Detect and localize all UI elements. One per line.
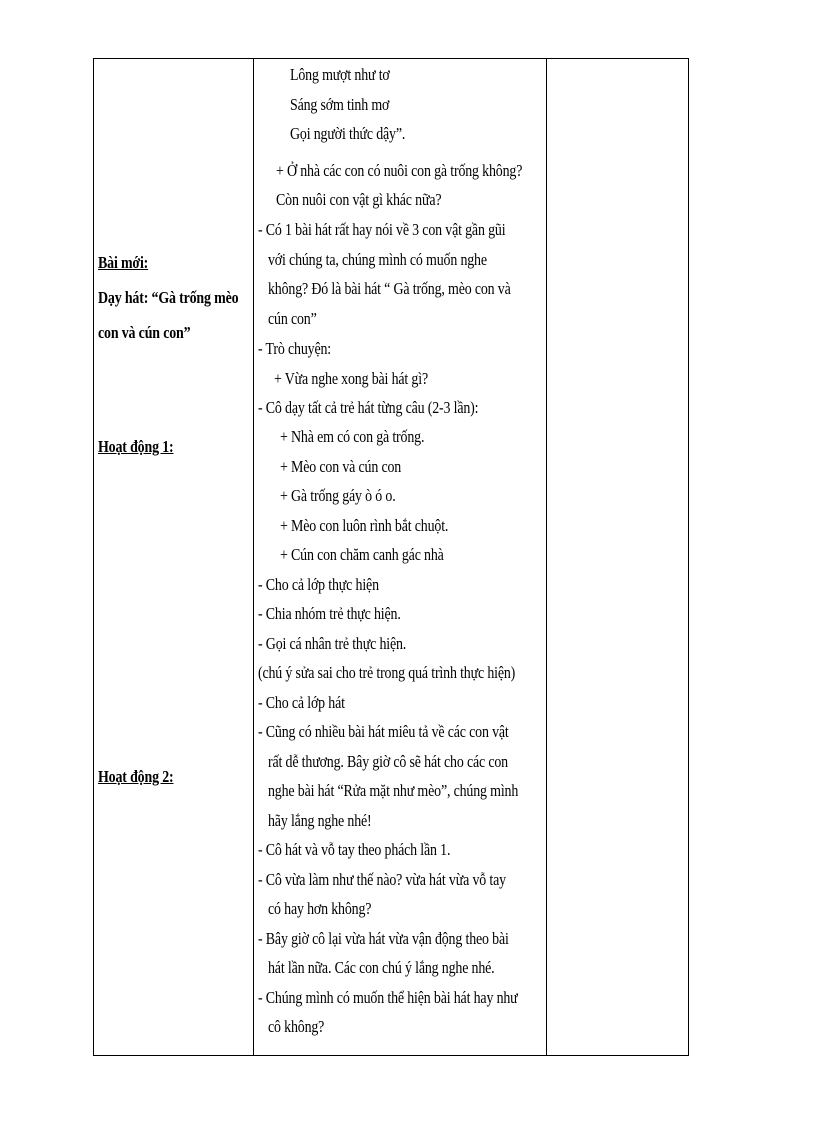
content-line: hãy lắng nghe nhé! xyxy=(268,811,372,830)
content-line: - Cô hát và vỗ tay theo phách lần 1. xyxy=(258,840,451,859)
content-line: - Chúng mình có muốn thể hiện bài hát hay như xyxy=(258,988,518,1007)
content-line: - Cô dạy tất cả trẻ hát từng câu (2-3 lần): xyxy=(258,398,479,417)
content-line: rất dễ thương. Bây giờ cô sẽ hát cho các con xyxy=(268,752,508,771)
content-line: - Cũng có nhiều bài hát miêu tả về các con vật xyxy=(258,722,509,741)
content-line: cô không? xyxy=(268,1017,325,1036)
content-line: - Bây giờ cô lại vừa hát vừa vận động theo bài xyxy=(258,929,509,948)
content-line: - Chia nhóm trẻ thực hiện. xyxy=(258,604,401,623)
content-line: + Ở nhà các con có nuôi con gà trống không? xyxy=(276,161,523,180)
content-line: - Có 1 bài hát rất hay nói về 3 con vật gần gũi xyxy=(258,220,506,239)
content-line: cún con” xyxy=(268,309,317,328)
activity2-heading: Hoạt động 2: xyxy=(98,767,174,786)
content-line: + Mèo con và cún con xyxy=(280,457,402,476)
content-line: nghe bài hát “Rửa mặt như mèo”, chúng mình xyxy=(268,781,519,800)
content-line: có hay hơn không? xyxy=(268,899,372,918)
content-line: - Trò chuyện: xyxy=(258,339,332,358)
content-line: - Cô vừa làm như thế nào? vừa hát vừa vỗ tay xyxy=(258,870,506,889)
content-line: (chú ý sửa sai cho trẻ trong quá trình thực hiện) xyxy=(258,663,516,682)
content-line: không? Đó là bài hát “ Gà trống, mèo con và xyxy=(268,279,511,298)
content-line: với chúng ta, chúng mình có muốn nghe xyxy=(268,250,487,269)
content-line: Lông mượt như tơ xyxy=(290,65,390,84)
column-divider xyxy=(546,59,547,1055)
activity1-heading: Hoạt động 1: xyxy=(98,437,174,456)
content-line: Sáng sớm tinh mơ xyxy=(290,95,390,114)
content-line: + Vừa nghe xong bài hát gì? xyxy=(274,369,428,388)
content-line: + Mèo con luôn rình bắt chuột. xyxy=(280,516,449,535)
content-line: + Cún con chăm canh gác nhà xyxy=(280,545,444,564)
content-line: Còn nuôi con vật gì khác nữa? xyxy=(276,190,442,209)
column-divider xyxy=(253,59,254,1055)
content-line: - Gọi cá nhân trẻ thực hiện. xyxy=(258,634,407,653)
song-title-line: con và cún con” xyxy=(98,323,191,342)
content-line: + Gà trống gáy ò ó o. xyxy=(280,486,396,505)
content-line: Gọi người thức dậy”. xyxy=(290,124,406,143)
content-line: hát lần nữa. Các con chú ý lắng nghe nhé. xyxy=(268,958,495,977)
lesson-table xyxy=(93,58,689,1056)
song-title-line: Dạy hát: “Gà trống mèo xyxy=(98,288,239,307)
content-line: - Cho cả lớp thực hiện xyxy=(258,575,379,594)
content-line: + Nhà em có con gà trống. xyxy=(280,427,425,446)
new-lesson-heading: Bài mới: xyxy=(98,253,149,272)
content-line: - Cho cả lớp hát xyxy=(258,693,345,712)
